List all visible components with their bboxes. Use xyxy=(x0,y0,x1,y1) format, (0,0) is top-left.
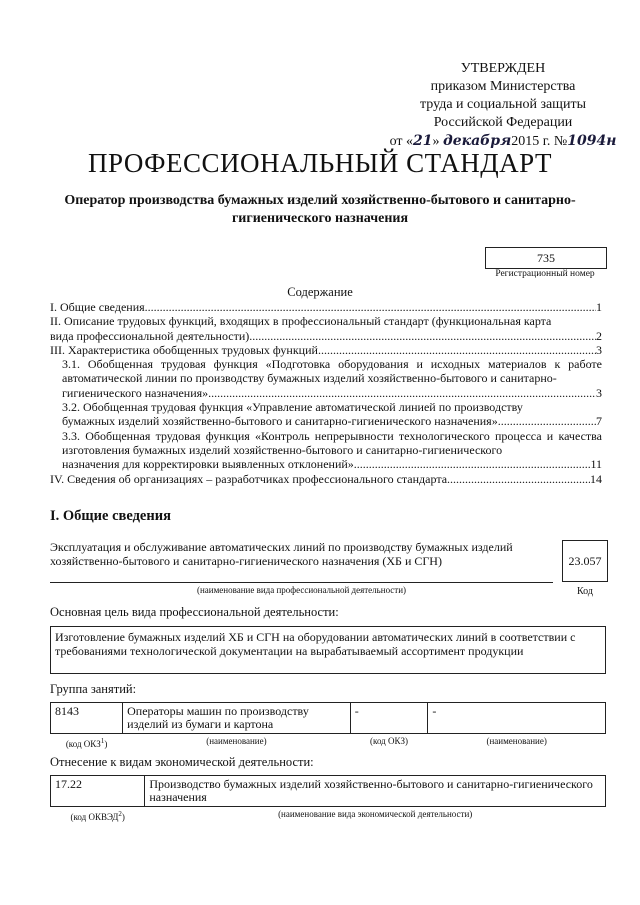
caption: (код ОКВЭД$^2$) xyxy=(70,810,125,822)
caption: (код ОКЗ$^1$) xyxy=(65,737,108,749)
occupation-group-table xyxy=(50,702,606,752)
approval-block xyxy=(388,60,618,151)
toc-item[interactable]: 3.3. Обобщенная трудовая функция «Контроль непрерывности технологического процесса и качества изготовления бумажных изделий хозяйственно-бытового и санитарно-гигиенического назначения для корректировки выявленных отклонений» ..... 11 xyxy=(50,429,602,472)
okved-code-cell: 17.22 xyxy=(51,776,145,807)
date-mid: » xyxy=(432,134,440,149)
table-row xyxy=(51,776,606,807)
toc-item[interactable]: I. Общие сведения ..... 1 xyxy=(50,300,602,314)
toc-item[interactable]: 3.2. Обобщенная трудовая функция «Управление автоматической линией по производству бумажных изделий хозяйственно-бытового и санитарно-гигиенического назначения» ..... 7 xyxy=(50,400,602,429)
okz-code-cell: 8143 xyxy=(51,703,123,734)
okved-table xyxy=(50,775,606,825)
handwritten-number: 1094н xyxy=(567,133,617,149)
date-year: 2015 г. № xyxy=(511,134,568,149)
toc-item[interactable]: 3.1. Обобщенная трудовая функция «Подготовка оборудования и исходных материалов к работе автоматической линии по производству бумажных изделий хозяйственно-бытового и санитарно- гигиенического назначения» ..... 3 xyxy=(50,357,602,400)
section-heading: I. Общие сведения xyxy=(50,508,171,524)
date-prefix: от « xyxy=(389,134,413,149)
approval-line: приказом Министерства xyxy=(430,79,576,94)
caption: (наименование) xyxy=(486,736,547,746)
caption-row xyxy=(51,807,606,826)
handwritten-month: декабря xyxy=(442,133,512,149)
okz-name-cell: - xyxy=(428,703,606,734)
group-label: Группа занятий: xyxy=(50,682,137,696)
caption-row xyxy=(51,734,606,753)
goal-label: Основная цель вида профессиональной деятельности: xyxy=(50,605,339,619)
activity-caption: (наименование вида профессиональной деятельности) xyxy=(196,585,407,595)
code-caption: Код xyxy=(577,586,593,597)
page-title: ПРОФЕССИОНАЛЬНЫЙ СТАНДАРТ xyxy=(87,148,553,178)
okved-name-cell: Производство бумажных изделий хозяйственно-бытового и санитарно-гигиенического назначения xyxy=(145,776,606,807)
caption: (код ОКЗ) xyxy=(370,736,409,746)
okz-code-cell: - xyxy=(350,703,428,734)
activity-name: Эксплуатация и обслуживание автоматических линий по производству бумажных изделий хозяйственно-бытового и санитарно-гигиенического назначения (ХБ и СГН) xyxy=(50,540,513,568)
activity-code-box: 23.057 xyxy=(562,540,608,582)
caption: (наименование) xyxy=(206,736,267,746)
table-row xyxy=(51,703,606,734)
approval-line: труда и социальной защиты xyxy=(420,97,586,112)
registration-number-label: Регистрационный номер xyxy=(495,269,595,279)
activity-underline xyxy=(50,582,553,583)
handwritten-day: 21 xyxy=(413,133,433,149)
toc-item[interactable]: II. Описание трудовых функций, входящих в профессиональный стандарт (функциональная карта вида профессиональной деятельности) ..... 2 xyxy=(50,314,602,343)
approval-line: Российской Федерации xyxy=(433,115,573,130)
table-of-contents xyxy=(50,300,602,486)
approval-heading: УТВЕРЖДЕН xyxy=(460,61,546,76)
okz-name-cell: Операторы машин по производству изделий из бумаги и картона xyxy=(123,703,351,734)
toc-title: Содержание xyxy=(287,285,353,299)
caption: (наименование вида экономической деятельности) xyxy=(278,809,473,819)
toc-item[interactable]: III. Характеристика обобщенных трудовых функций ..... 3 xyxy=(50,343,602,357)
okved-label: Отнесение к видам экономической деятельности: xyxy=(50,755,314,769)
goal-box: Изготовление бумажных изделий ХБ и СГН на оборудовании автоматических линий в соответствии с требованиями технологической документации на вырабатываемый ассортимент продукции xyxy=(50,626,606,674)
registration-number-box: 735 xyxy=(485,247,607,269)
standard-subtitle: Оператор производства бумажных изделий хозяйственно-бытового и санитарно-гигиенического назначения xyxy=(64,193,576,226)
toc-item[interactable]: IV. Сведения об организациях – разработчиках профессионального стандарта ..... 14 xyxy=(50,472,602,486)
